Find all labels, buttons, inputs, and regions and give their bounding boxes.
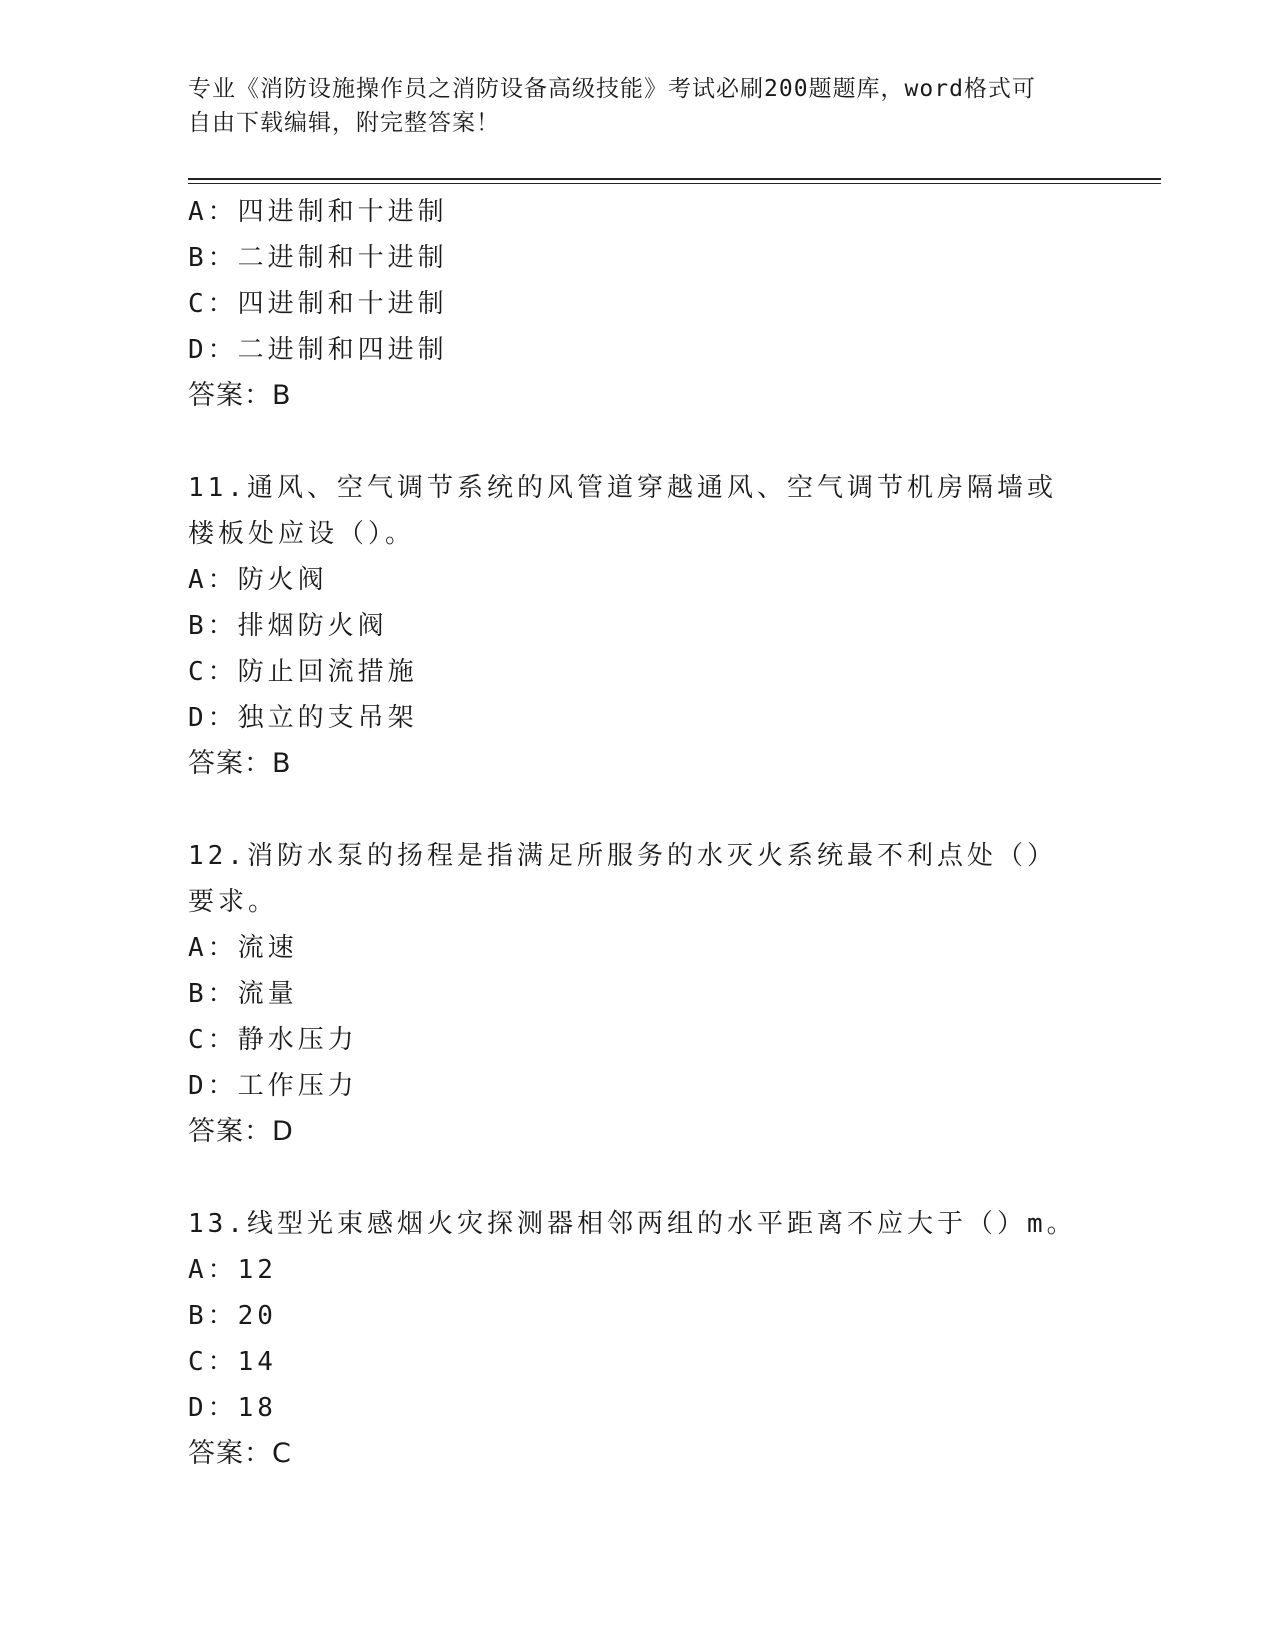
question-block-13	[188, 1201, 1108, 1477]
option-b: B：二进制和十进制	[188, 243, 448, 273]
option-a: A：12	[188, 1255, 277, 1285]
option-d: D：18	[188, 1393, 277, 1423]
answer-line: 答案：B	[188, 380, 292, 411]
option-c: C：14	[188, 1347, 277, 1377]
answer-line: 答案：C	[188, 1438, 292, 1469]
option-b: B：排烟防火阀	[188, 611, 388, 641]
question-text: 11.通风、空气调节系统的风管道穿越通风、空气调节机房隔墙或楼板处应设（）。	[188, 473, 1057, 549]
answer-line: 答案：D	[188, 1116, 294, 1147]
spacer	[188, 1155, 1108, 1201]
option-d: D：二进制和四进制	[188, 335, 448, 365]
header-rule-thick	[188, 178, 1161, 180]
question-block-12	[188, 833, 1108, 1155]
option-a: A：流速	[188, 933, 298, 963]
option-d: D：独立的支吊架	[188, 703, 418, 733]
header-line-2: 自由下载编辑，附完整答案！	[188, 110, 500, 136]
option-c: C：静水压力	[188, 1025, 358, 1055]
option-a: A：四进制和十进制	[188, 197, 448, 227]
option-c: C：四进制和十进制	[188, 289, 448, 319]
question-block-10	[188, 189, 1108, 419]
option-b: B：20	[188, 1301, 277, 1331]
option-c: C：防止回流措施	[188, 657, 418, 687]
question-block-11	[188, 465, 1108, 787]
option-b: B：流量	[188, 979, 298, 1009]
spacer	[188, 419, 1108, 465]
question-text: 12.消防水泵的扬程是指满足所服务的水灭火系统最不利点处（）要求。	[188, 841, 1057, 917]
answer-line: 答案：B	[188, 748, 292, 779]
option-a: A：防火阀	[188, 565, 328, 595]
header-line-1: 专业《消防设施操作员之消防设备高级技能》考试必刷200题题库，word格式可	[188, 76, 1036, 102]
spacer	[188, 787, 1108, 833]
document-header	[188, 72, 1088, 140]
question-list	[188, 189, 1108, 1477]
question-text: 13.线型光束感烟火灾探测器相邻两组的水平距离不应大于（）m。	[188, 1209, 1077, 1239]
option-d: D：工作压力	[188, 1071, 358, 1101]
header-rule-thin	[188, 183, 1161, 184]
